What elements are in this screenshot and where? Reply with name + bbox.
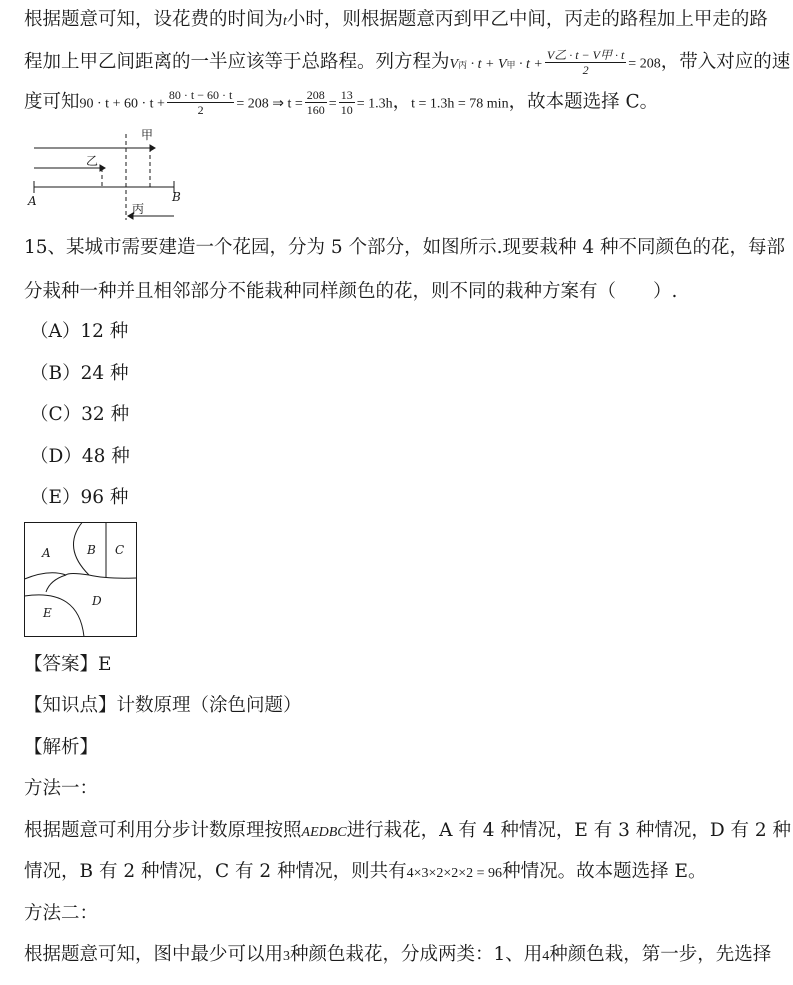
fraction-1: $\frac{\text{V乙 · t − V甲 · t}}{2}$ [546,48,625,77]
method-2-line-1: 根据题意可知，图中最少可以用3种颜色栽花，分成两类：1、用4种颜色栽，第一步，先选择 [24,944,772,965]
knowledge-line: 【知识点】计数原理（涂色问题） [24,695,302,716]
answer-line: 【答案】E [24,654,112,675]
option-e: （E）96 种 [30,487,129,508]
distance-diagram-svg [24,124,194,220]
order-aedbc: AEDBC [301,825,347,840]
label-a: A [28,194,37,208]
garden-diagram-svg [24,522,138,638]
equation-1: V丙 · t + V甲 · t + [449,56,543,72]
question-15-line-1: 15、某城市需要建造一个花园，分为 5 个部分，如图所示.现要栽种 4 种不同颜色的花，每部 [24,237,785,258]
fraction-2: $\frac{80 \cdot t - 60 \cdot t}{2}$ [168,88,233,117]
fraction-3: $\frac{208}{160}$ [306,88,325,117]
analysis-title: 【解析】 [24,737,99,758]
method-1-line-2: 情况，B 有 2 种情况，C 有 2 种情况，则共有4×3×2×2×2 = 96种情况。故本题选择 E。 [24,861,707,882]
solution-line-3: 度可知90 · t + 60 · t + $\frac{80 \cdot t - 60 \cdot t}{2}$ = 208 ⇒ t = $\frac{208}{160}$ = $\frac{13}{10}$ = 1.3h，t = 1.3h = 78 min，故本题选择 C。 [24,88,659,117]
method-2-title: 方法二： [24,903,99,924]
question-15-line-2: 分栽种一种并且相邻部分不能栽种同样颜色的花，则不同的栽种方案有（ ）. [24,281,678,302]
region-a-label: A [42,546,51,560]
solution-line-2: 程加上甲乙间距离的一半应该等于总路程。列方程为V丙 · t + V甲 · t + $\frac{\text{V乙 · t − V甲 · t}}{2}$ = 208，带入对应的速 [24,48,791,77]
option-d: （D）48 种 [30,446,130,467]
method-1-line-1: 根据题意可利用分步计数原理按照AEDBC进行栽花，A 有 4 种情况，E 有 3 种情况，D 有 2 种 [24,820,792,841]
method-1-title: 方法一： [24,778,99,799]
product-equation: 4×3×2×2×2 = 96 [406,866,503,881]
variable-t: t [283,14,287,29]
garden-diagram [24,522,138,638]
label-yi: 乙 [86,154,99,168]
region-c-label: C [115,543,125,557]
label-jia: 甲 [141,128,154,142]
label-b: B [172,190,181,204]
label-bing: 丙 [132,202,145,216]
option-a: （A）12 种 [30,321,129,342]
distance-diagram [24,124,194,220]
region-e-label: E [43,606,52,620]
solution-line-1: 根据题意可知，设花费的时间为t小时，则根据题意丙到甲乙中间，丙走的路程加上甲走的路 [24,9,768,30]
option-c: （C）32 种 [30,404,130,425]
region-b-label: B [87,543,96,557]
region-d-label: D [92,594,102,608]
option-b: （B）24 种 [30,363,129,384]
fraction-4: $\frac{13}{10}$ [340,88,353,117]
